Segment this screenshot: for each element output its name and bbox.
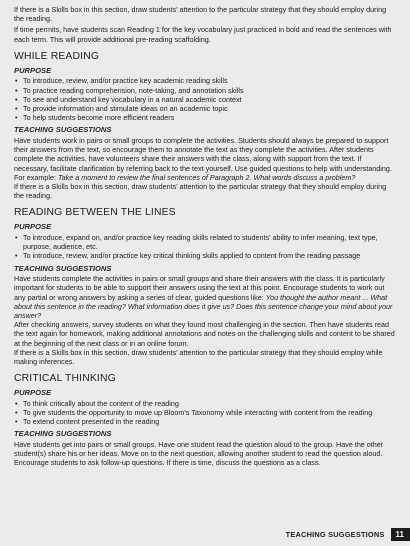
purpose-heading: PURPOSE [14,65,52,75]
example-question: You thought the author meant ... What about this sentence in the reading? What information does it give us? Does this sentence change your mind about your answer? [14,292,393,321]
teaching-text: Have students work in pairs or small groups to complete the activities. Students should always be prepared to support their answers from the text, so encourage them to annotate the text as they complete the activities. After students complete the activities, have volunteers share their answers with the class, along with support from the text. If necessary, facilitate clarification by referring back to the text yourself. Use guided questions to help with understanding. For example: [14,136,392,182]
purpose-item: • To practice reading comprehension, note-taking, and annotation skills [14,86,396,95]
purpose-item: • To introduce, review, and/or practice key critical thinking skills applied to content from the reading passage [14,251,396,260]
purpose-item: • To see and understand key vocabulary in a natural academic context [14,95,396,104]
purpose-item: • To give students the opportunity to move up Bloom's Taxonomy while interacting with content from the reading [14,408,396,417]
page-number: 11 [391,528,410,541]
purpose-item: • To extend content presented in the reading [14,417,396,426]
purpose-item: • To think critically about the content of the reading [14,399,396,408]
teaching-paragraph: After checking answers, survey students on what they found most challenging in the section. Then have students read the text again for homework, making additional annotations and notes on the challenging skills and content to be shared at the beginning of the next class or in an online forum. [14,320,395,348]
purpose-heading: PURPOSE [14,222,52,232]
teaching-paragraph: If there is a Skills box in this section, draw students' attention to the particular strategy that they should employ during the reading. [14,182,387,201]
teaching-paragraph: If there is a Skills box in this section, draw students' attention to the particular strategy that they should employ while making inferences. [14,347,383,367]
teaching-paragraph: Have students get into pairs or small groups. Have one student read the question aloud to the group. Have the other student(s) share his or her ideas. Move on to the next question, allowing another student to read the question aloud. Encourage students to ask follow-up questions. If there is time, discuss the questions as a class. [14,440,384,468]
page-content [14,5,396,468]
purpose-list [14,399,396,427]
teaching-suggestions-heading: TEACHING SUGGESTIONS [14,429,112,439]
section-heading-critical-thinking: CRITICAL THINKING [14,373,116,385]
teaching-suggestions-heading: TEACHING SUGGESTIONS [14,263,112,273]
example-question: Take a moment to review the final sentences of Paragraph 2. What words discuss a problem? [57,172,356,182]
section-heading-reading-between-the-lines: READING BETWEEN THE LINES [14,207,176,219]
purpose-list [14,76,396,122]
teaching-paragraph [14,274,396,320]
purpose-item: • To introduce, review, and/or practice key academic reading skills [14,76,396,85]
intro-paragraph: If there is a Skills box in this section, draw students' attention to the particular strategy that they should employ during the reading. [14,5,387,24]
purpose-list [14,233,396,261]
footer-label: TEACHING SUGGESTIONS [285,530,385,539]
purpose-item: • To introduce, expand on, and/or practice key reading skills related to students' ability to infer meaning, text type, purpose, audience, etc. [14,233,396,251]
purpose-item: • To provide information and stimulate ideas on an academic topic [14,104,396,113]
teaching-suggestions-heading: TEACHING SUGGESTIONS [14,125,112,135]
section-heading-while-reading: WHILE READING [14,50,100,62]
teaching-paragraph [14,136,396,182]
teaching-text: Have students complete the activities in pairs or small groups and share their answers with the class. It is particularly important for students to be able to support their answers using the text at this point. Encourage students to work out any partial or wrong answers by asking a series of clear, guided questions like: [14,274,385,302]
purpose-heading: PURPOSE [14,388,52,398]
intro-paragraph: If time permits, have students scan Reading 1 for the key vocabulary just practiced in bold and read the sentences with each term. This will provide additional pre-reading scaffolding. [14,25,392,44]
page-footer [286,528,410,541]
purpose-item: • To help students become more efficient readers [14,113,396,122]
